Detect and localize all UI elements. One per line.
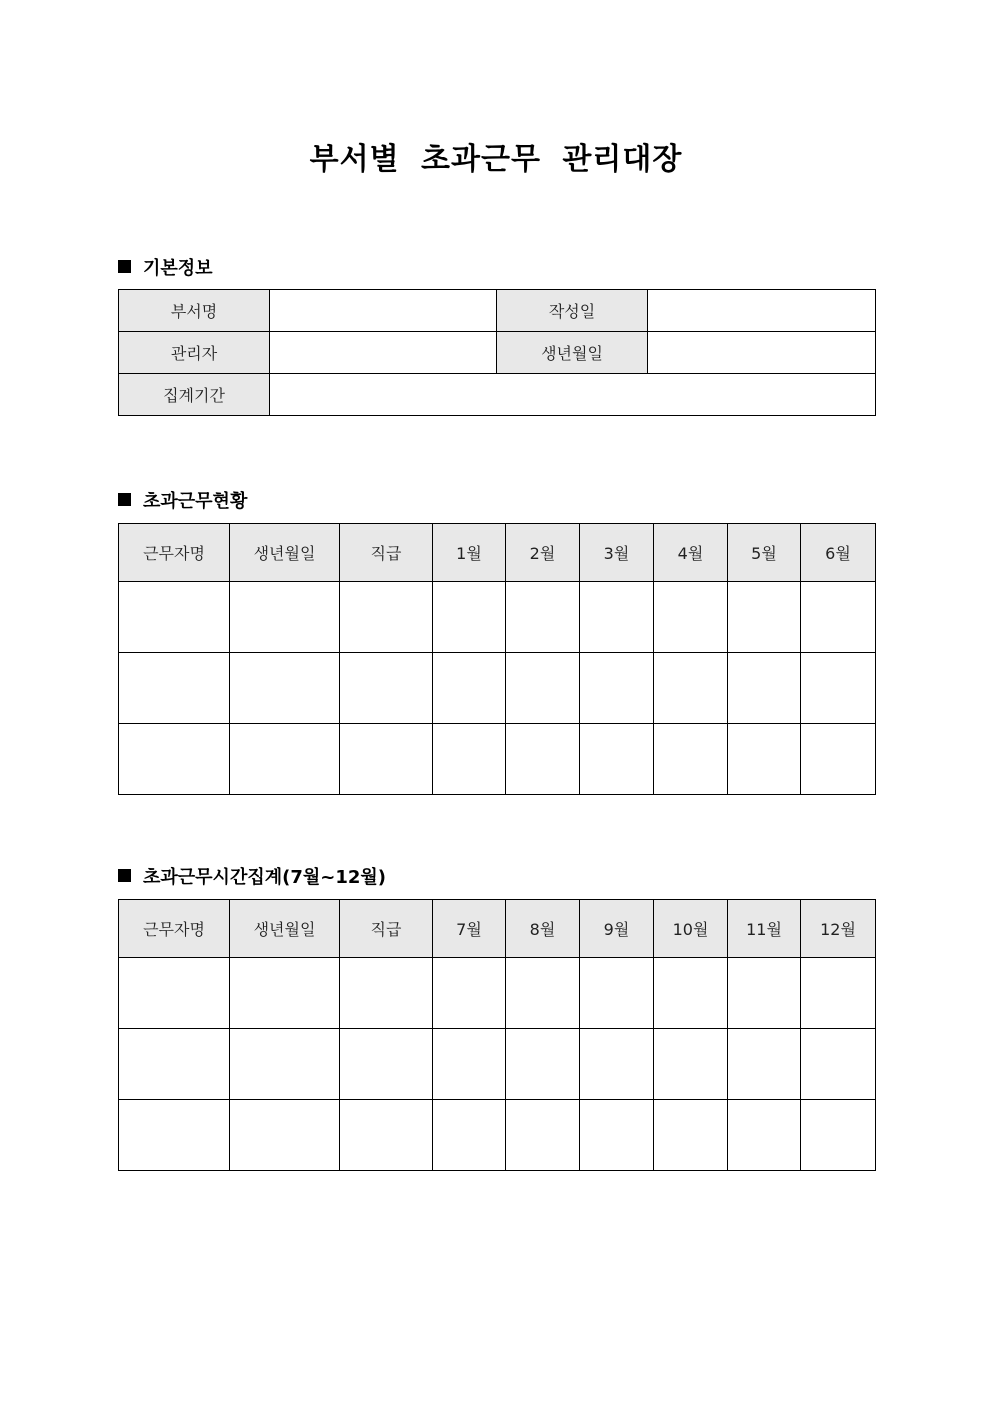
overtime-status-table (118, 523, 876, 795)
table-cell[interactable] (580, 582, 654, 653)
table-cell[interactable] (340, 582, 433, 653)
table-cell[interactable] (654, 582, 728, 653)
table-cell[interactable] (340, 1029, 433, 1100)
table-cell[interactable] (230, 724, 340, 795)
table-cell[interactable] (506, 653, 580, 724)
table-cell[interactable] (580, 724, 654, 795)
table-cell[interactable] (119, 1029, 230, 1100)
period-value[interactable] (270, 374, 876, 416)
section-heading-basic (118, 254, 213, 280)
table-cell[interactable] (230, 1029, 340, 1100)
header-month: 4월 (654, 524, 728, 582)
section-heading-basic-label: 기본정보 (143, 258, 213, 279)
table-cell[interactable] (506, 958, 580, 1029)
birth-value[interactable] (648, 332, 876, 374)
header-month: 10월 (654, 900, 728, 958)
dept-label: 부서명 (119, 290, 270, 332)
table-cell[interactable] (654, 958, 728, 1029)
table-cell[interactable] (433, 1029, 506, 1100)
table-cell[interactable] (728, 1029, 801, 1100)
header-month: 1월 (433, 524, 506, 582)
table-header-row (119, 524, 876, 582)
table-cell[interactable] (506, 1029, 580, 1100)
basic-info-table (118, 289, 876, 416)
table-row (119, 1029, 876, 1100)
table-cell[interactable] (506, 1100, 580, 1171)
table-cell[interactable] (654, 724, 728, 795)
period-label: 집계기간 (119, 374, 270, 416)
table-cell[interactable] (506, 724, 580, 795)
header-birth: 생년월일 (230, 524, 340, 582)
section-heading-h2-label: 초과근무시간집계(7월~12월) (143, 867, 386, 888)
table-cell[interactable] (340, 958, 433, 1029)
table-row (119, 582, 876, 653)
header-month: 5월 (728, 524, 801, 582)
table-cell[interactable] (654, 653, 728, 724)
date-label: 작성일 (497, 290, 648, 332)
section-heading-h1 (118, 487, 247, 513)
table-cell[interactable] (230, 582, 340, 653)
header-month: 3월 (580, 524, 654, 582)
table-cell[interactable] (340, 1100, 433, 1171)
dept-value[interactable] (270, 290, 497, 332)
table-cell[interactable] (654, 1100, 728, 1171)
table-cell[interactable] (801, 582, 876, 653)
table-cell[interactable] (433, 582, 506, 653)
table-row (119, 653, 876, 724)
table-cell[interactable] (506, 582, 580, 653)
table-cell[interactable] (433, 1100, 506, 1171)
header-month: 9월 (580, 900, 654, 958)
table-cell[interactable] (801, 653, 876, 724)
black-square-icon (118, 869, 131, 882)
header-month: 2월 (506, 524, 580, 582)
table-cell[interactable] (580, 1029, 654, 1100)
table-row (119, 1100, 876, 1171)
table-cell[interactable] (728, 958, 801, 1029)
table-cell[interactable] (728, 653, 801, 724)
table-cell[interactable] (801, 1029, 876, 1100)
table-cell[interactable] (119, 582, 230, 653)
table-cell[interactable] (119, 958, 230, 1029)
black-square-icon (118, 493, 131, 506)
header-month: 6월 (801, 524, 876, 582)
table-cell[interactable] (433, 724, 506, 795)
header-rank: 직급 (340, 900, 433, 958)
table-cell[interactable] (801, 724, 876, 795)
table-cell[interactable] (340, 653, 433, 724)
page-title: 부서별 초과근무 관리대장 (309, 142, 683, 177)
header-birth: 생년월일 (230, 900, 340, 958)
table-row (119, 724, 876, 795)
table-cell[interactable] (801, 1100, 876, 1171)
header-month: 8월 (506, 900, 580, 958)
header-month: 7월 (433, 900, 506, 958)
table-cell[interactable] (230, 1100, 340, 1171)
header-rank: 직급 (340, 524, 433, 582)
date-value[interactable] (648, 290, 876, 332)
birth-label: 생년월일 (497, 332, 648, 374)
header-month: 12월 (801, 900, 876, 958)
table-cell[interactable] (433, 653, 506, 724)
black-square-icon (118, 260, 131, 273)
table-cell[interactable] (340, 724, 433, 795)
table-cell[interactable] (728, 582, 801, 653)
overtime-summary-table (118, 899, 876, 1171)
table-cell[interactable] (230, 958, 340, 1029)
section-heading-h2 (118, 863, 386, 889)
table-header-row (119, 900, 876, 958)
header-month: 11월 (728, 900, 801, 958)
section-heading-h1-label: 초과근무현황 (143, 491, 248, 512)
manager-label: 관리자 (119, 332, 270, 374)
table-cell[interactable] (119, 653, 230, 724)
table-cell[interactable] (230, 653, 340, 724)
table-row (119, 958, 876, 1029)
table-cell[interactable] (580, 1100, 654, 1171)
table-cell[interactable] (728, 1100, 801, 1171)
header-name: 근무자명 (119, 524, 230, 582)
table-cell[interactable] (801, 958, 876, 1029)
table-cell[interactable] (433, 958, 506, 1029)
manager-value[interactable] (270, 332, 497, 374)
table-cell[interactable] (728, 724, 801, 795)
table-cell[interactable] (654, 1029, 728, 1100)
table-cell[interactable] (580, 653, 654, 724)
table-cell[interactable] (580, 958, 654, 1029)
table-cell[interactable] (119, 724, 230, 795)
header-name: 근무자명 (119, 900, 230, 958)
table-cell[interactable] (119, 1100, 230, 1171)
